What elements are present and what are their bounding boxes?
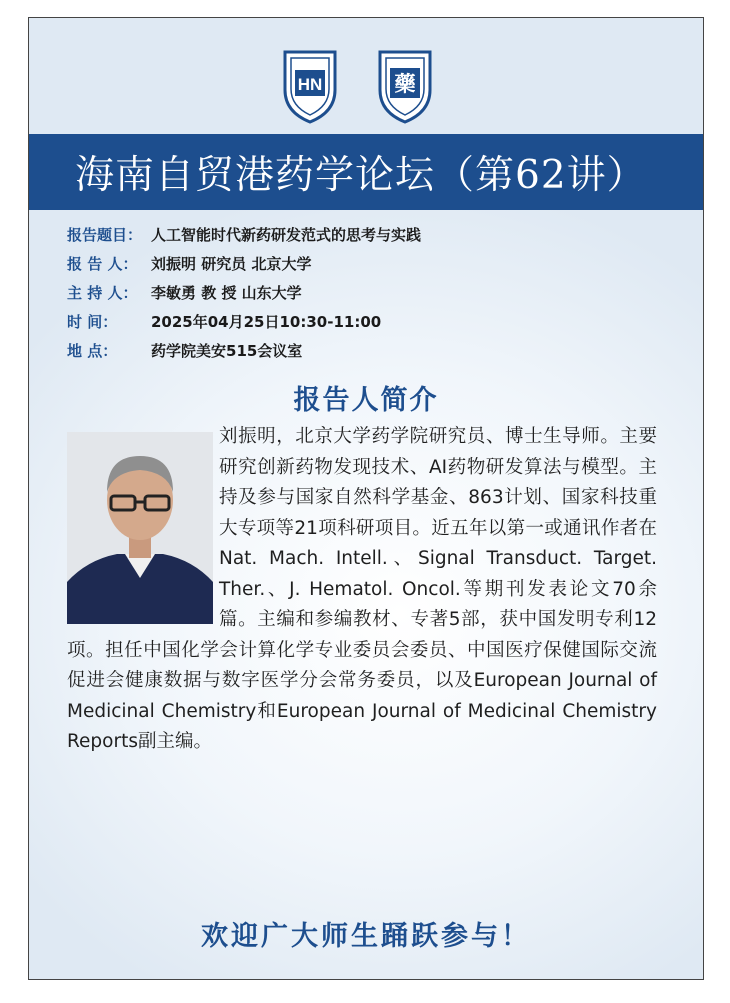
event-info [67, 224, 421, 369]
venue-label: 地 点： [67, 342, 118, 360]
info-row-speaker [67, 253, 421, 282]
speaker-intro-heading: 报告人简介 [293, 385, 439, 416]
time-value: 2025年04月25日10:30-11:00 [151, 313, 382, 331]
closing-message: 欢迎广大师生踊跃参与！ [201, 921, 531, 952]
speaker-value: 刘振明 研究员 北京大学 [151, 255, 312, 273]
info-row-host [67, 282, 421, 311]
poster [28, 17, 704, 980]
topic-value: 人工智能时代新药研发范式的思考与实践 [151, 226, 422, 244]
info-row-time [67, 311, 421, 340]
venue-value: 药学院美安515会议室 [151, 342, 303, 360]
bio-text: 刘振明，北京大学药学院研究员、博士生导师。主要研究创新药物发现技术、AI药物研发算法与模型。主持及参与国家自然科学基金、863计划、国家科技重大专项等21项科研项目。近五年以第一或通讯作者在Nat. Mach. Intell.、Signal Transduct. Target. Ther.、J. Hematol. Oncol.等期刊发表论文70余篇。主编和参编教材、专著5部，获中国发明专利12项。担任中国化学会计算化学专业委员会委员、中国医疗保健国际交流促进会健康数据与数字医学分会常务委员，以及European Journal of Medicinal Chemistry和European Journal of Medicinal Chemistry Reports副主编。 [67, 426, 657, 752]
pharmacy-school-shield-logo [376, 46, 434, 124]
yao-logo-mark: 藥 [394, 71, 416, 96]
forum-title: 海南自贸港药学论坛（第62讲） [75, 153, 647, 198]
host-label: 主 持 人： [67, 284, 138, 302]
speaker-bio [67, 422, 657, 758]
topic-label: 报告题目： [67, 226, 143, 244]
title-banner [29, 134, 703, 210]
info-row-venue [67, 340, 421, 369]
hn-logo-mark: HN [297, 75, 323, 94]
host-value: 李敏勇 教 授 山东大学 [151, 284, 302, 302]
time-label: 时 间： [67, 313, 118, 331]
logo-row [29, 46, 703, 136]
photo-spacer [67, 422, 219, 614]
university-shield-logo [281, 46, 339, 124]
info-row-topic [67, 224, 421, 253]
speaker-label: 报 告 人： [67, 255, 138, 273]
